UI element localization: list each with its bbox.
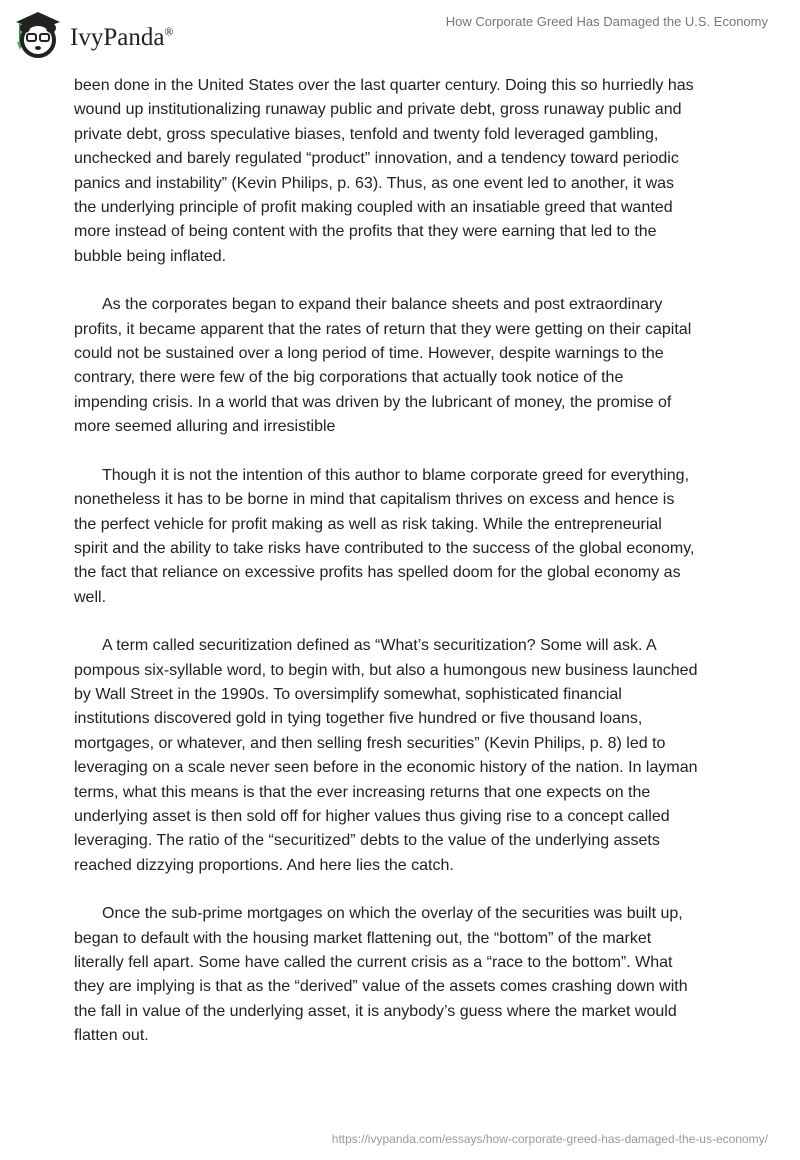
text-line: could not be sustained over a long period of time. However, despite warnings to the	[74, 345, 664, 363]
source-url[interactable]: https://ivypanda.com/essays/how-corporate-greed-has-damaged-the-us-economy/	[331, 1132, 768, 1146]
text-line: the fact that reliance on excessive profits has spelled doom for the global economy as	[74, 564, 681, 582]
text-line: spirit and the ability to take risks have contributed to the success of the global economy,	[74, 539, 695, 557]
text-line: Though it is not the intention of this author to blame corporate greed for everything,	[102, 466, 690, 484]
text-line: pompous six-syllable word, to begin with, but also a humongous new business launched	[74, 661, 698, 679]
ivypanda-logo[interactable]	[12, 8, 174, 60]
text-line: the fall in value of the underlying asset, it is anybody’s guess where the market would	[74, 1002, 677, 1020]
text-line: nonetheless it has to be borne in mind that capitalism thrives on excess and hence is	[74, 491, 675, 509]
text-line: they are implying is that as the “derived” value of the assets comes crashing down with	[74, 978, 688, 996]
text-line: profits, it became apparent that the rates of return that they were getting on their capital	[74, 320, 692, 338]
text-line: panics and instability” (Kevin Philips, p. 63). Thus, as one event led to another, it was	[74, 174, 675, 192]
text-line: underlying asset is then sold off for higher values thus giving rise to a concept called	[74, 807, 670, 825]
text-line: the perfect vehicle for profit making as well as risk taking. While the entrepreneurial	[74, 515, 662, 533]
text-line: leveraging on a scale never seen before in the economic history of the nation. In layman	[74, 759, 698, 777]
text-line: leveraging. The ratio of the “securitized” debts to the value of the underlying assets	[74, 832, 660, 850]
text-line: been done in the United States over the last quarter century. Doing this so hurriedly has	[74, 77, 694, 94]
paragraph	[74, 293, 754, 439]
paragraph	[74, 74, 754, 269]
text-line: institutions discovered gold in tying together five hundred or five thousand loans,	[74, 710, 643, 728]
text-line: impending crisis. In a world that was driven by the lubricant of money, the promise of	[74, 393, 672, 411]
panda-graduate-icon	[12, 8, 64, 60]
text-line: A term called securitization defined as “What’s securitization? Some will ask. A	[102, 637, 657, 655]
text-line: by Wall Street in the 1990s. To oversimplify somewhat, sophisticated financial	[74, 685, 622, 703]
text-line: literally fell apart. Some have called the current crisis as a “race to the bottom”. What	[74, 954, 673, 971]
text-line: As the corporates began to expand their balance sheets and post extraordinary	[102, 296, 663, 314]
text-line: more instead of being content with the profits that they were earning that led to the	[74, 223, 657, 241]
paragraph	[74, 902, 754, 1048]
text-line: Once the sub-prime mortgages on which the overlay of the securities was built up,	[102, 905, 683, 923]
text-line: more seemed alluring and irresistible	[74, 418, 336, 436]
text-line: contrary, there were few of the big corporations that actually took notice of the	[74, 369, 624, 387]
text-line: terms, what this means is that the ever increasing returns that one expects on the	[74, 783, 651, 801]
text-line: mortgages, or whatever, and then selling fresh securities” (Kevin Philips, p. 8) led to	[74, 734, 666, 752]
text-line: the underlying principle of profit making coupled with an insatiable greed that wanted	[74, 199, 673, 217]
logo-text: IvyPanda®	[70, 24, 174, 51]
text-line: private debt, gross speculative biases, tenfold and twenty fold leveraged gambling,	[74, 125, 659, 143]
text-line: unchecked and barely regulated “product” innovation, and a tendency toward periodic	[74, 150, 679, 168]
paragraph	[74, 464, 754, 610]
essay-body	[74, 74, 754, 1073]
document-title: How Corporate Greed Has Damaged the U.S. Economy	[445, 14, 768, 29]
text-line: began to default with the housing market flattening out, the “bottom” of the market	[74, 929, 652, 947]
text-line: wound up institutionalizing runaway public and private debt, gross runaway public and	[74, 101, 682, 119]
text-line: well.	[74, 588, 107, 606]
text-line: flatten out.	[74, 1027, 149, 1045]
text-line: reached dizzying proportions. And here lies the catch.	[74, 856, 454, 874]
paragraph	[74, 634, 754, 878]
text-line: bubble being inflated.	[74, 247, 227, 265]
